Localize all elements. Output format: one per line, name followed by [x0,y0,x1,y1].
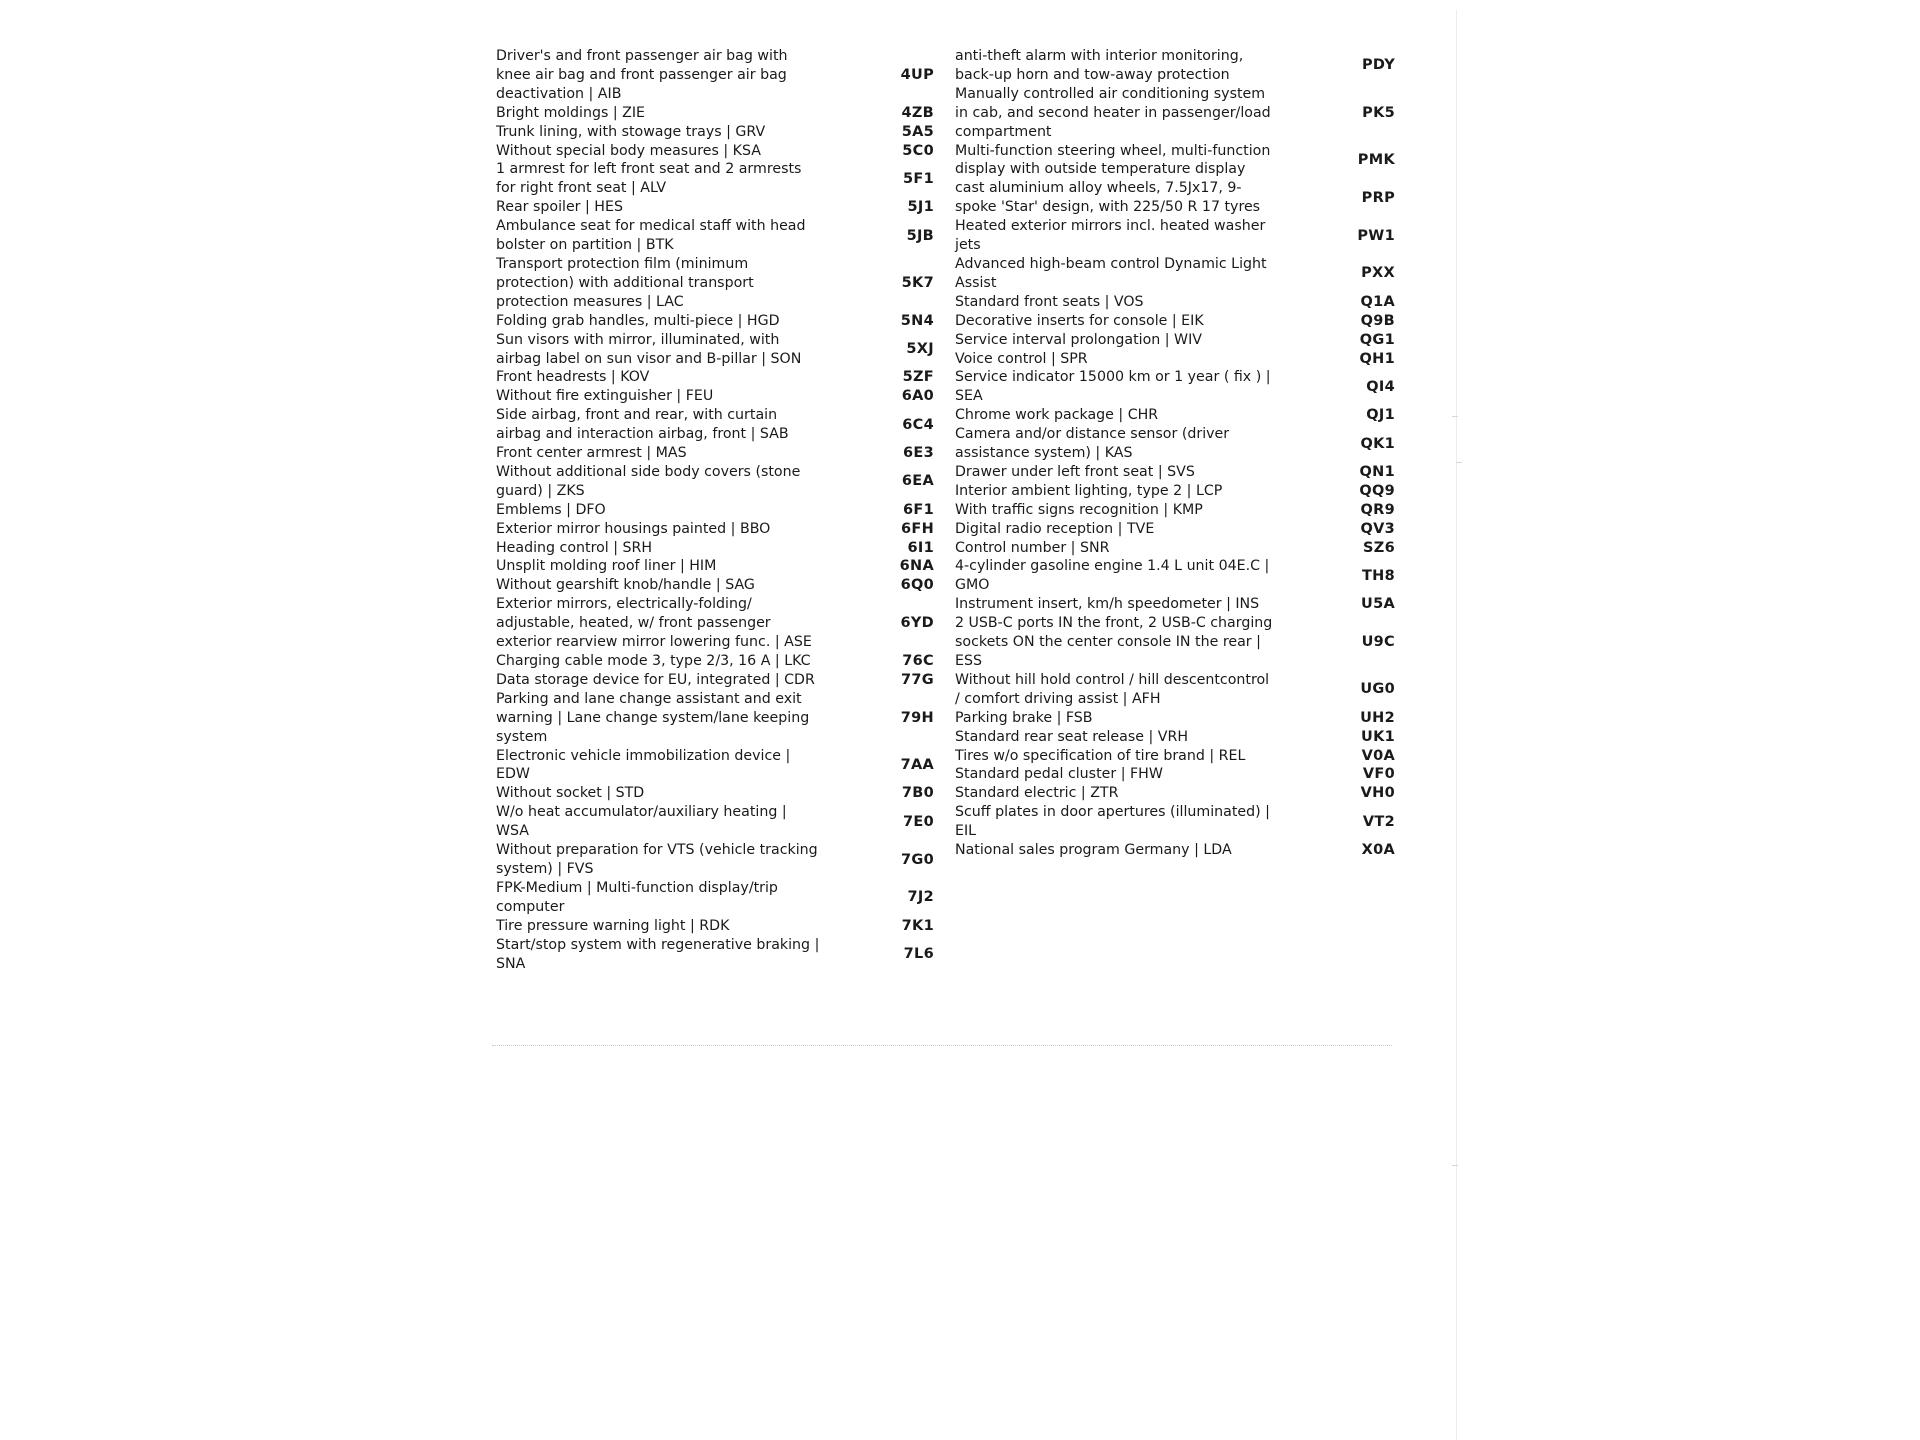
equipment-row [955,85,1395,142]
equipment-description: Multi-function steering wheel, multi-function display with outside temperature display [955,142,1271,178]
equipment-description: Without preparation for VTS (vehicle tracking system) | FVS [496,842,818,877]
equipment-code: 7G0 [901,851,934,868]
equipment-code: 5N4 [900,312,934,329]
equipment-code: 5ZF [902,369,934,386]
equipment-description: Start/stop system with regenerative braking | SNA [496,936,820,972]
equipment-row [955,595,1395,614]
equipment-code: Q9B [1360,312,1395,329]
equipment-code: 7AA [900,756,934,773]
equipment-row [496,747,934,785]
edge-tick [1452,416,1458,417]
equipment-description: Drawer under left front seat | SVS [955,463,1195,480]
equipment-row [955,557,1395,595]
equipment-code: 6NA [899,558,934,575]
equipment-row [496,501,934,520]
equipment-description: Voice control | SPR [955,350,1088,367]
equipment-description: Front headrests | KOV [496,369,650,386]
equipment-description: Ambulance seat for medical staff with head bolster on partition | BTK [496,218,806,254]
equipment-code: 5J1 [907,199,934,216]
equipment-row [955,406,1395,425]
equipment-row [955,142,1395,180]
equipment-row [496,406,934,444]
equipment-row [496,368,934,387]
equipment-row [955,501,1395,520]
equipment-row [955,312,1395,331]
equipment-code: 4ZB [901,104,934,121]
equipment-row [955,728,1395,747]
equipment-description: Charging cable mode 3, type 2/3, 16 A | LKC [496,653,811,669]
equipment-code: U9C [1361,634,1395,651]
edge-tick [1452,1165,1458,1166]
equipment-code: PRP [1361,189,1395,206]
equipment-row [955,482,1395,501]
equipment-code: QN1 [1359,463,1395,480]
equipment-code: 7E0 [903,813,934,830]
equipment-code: 77G [901,671,934,688]
equipment-description: Without additional side body covers (stone guard) | ZKS [496,463,801,499]
equipment-row [496,198,934,217]
equipment-description: Instrument insert, km/h speedometer | INS [955,596,1260,613]
equipment-code: 6YD [900,615,934,632]
equipment-row [955,614,1395,671]
equipment-description: Sun visors with mirror, illuminated, with airbag label on sun visor and B-pillar | SON [496,331,802,367]
equipment-code: SZ6 [1363,539,1395,556]
equipment-code: 7L6 [903,946,934,963]
equipment-description: Data storage device for EU, integrated | CDR [496,671,815,688]
equipment-code: 7J2 [907,889,934,906]
equipment-description: Exterior mirror housings painted | BBO [496,520,771,537]
equipment-list-left [496,47,934,973]
equipment-description: Control number | SNR [955,539,1110,556]
equipment-row [496,671,934,690]
equipment-row [496,160,934,198]
equipment-code: 5F1 [903,170,934,187]
equipment-description: Chrome work package | CHR [955,407,1159,424]
equipment-description: Parking brake | FSB [955,709,1093,726]
equipment-description: Transport protection film (minimum protection) with additional transport protection measures | LAC [496,255,754,310]
equipment-description: Trunk lining, with stowage trays | GRV [496,123,766,140]
equipment-description: cast aluminium alloy wheels, 7.5Jx17, 9-spoke 'Star' design, with 225/50 R 17 tyres [955,180,1261,216]
equipment-row [496,576,934,595]
equipment-code: QI4 [1366,378,1395,395]
equipment-description: Parking and lane change assistant and exit warning | Lane change system/lane keeping system [496,690,810,745]
equipment-row [955,709,1395,728]
equipment-description: Tires w/o specification of tire brand | REL [955,747,1246,764]
equipment-row [955,331,1395,350]
equipment-description: Exterior mirrors, electrically-folding/ adjustable, heated, w/ front passenger exterior rearview mirror lowering func. | ASE [496,596,812,651]
equipment-description: Scuff plates in door apertures (illuminated) | EIL [955,804,1270,840]
equipment-description: Without socket | STD [496,785,645,802]
equipment-code: PDY [1361,57,1395,74]
equipment-description: 1 armrest for left front seat and 2 armrests for right front seat | ALV [496,161,802,197]
equipment-description: Without gearshift knob/handle | SAG [496,577,755,594]
equipment-code: TH8 [1361,567,1395,584]
edge-tick [1456,462,1462,463]
equipment-code: QV3 [1360,520,1395,537]
equipment-row [955,255,1395,293]
equipment-description: Front center armrest | MAS [496,445,687,462]
equipment-row [496,784,934,803]
equipment-code: 6FH [900,520,934,537]
equipment-row [955,539,1395,558]
equipment-description: Heading control | SRH [496,539,653,556]
equipment-description: anti-theft alarm with interior monitoring, back-up horn and tow-away protection [955,48,1244,83]
equipment-description: Tire pressure warning light | RDK [496,917,730,934]
equipment-description: Camera and/or distance sensor (driver assistance system) | KAS [955,426,1230,462]
equipment-row [496,690,934,747]
equipment-row [496,652,934,671]
equipment-description: Service interval prolongation | WIV [955,331,1202,348]
equipment-code: 6C4 [902,416,934,433]
equipment-description: Folding grab handles, multi-piece | HGD [496,312,780,329]
equipment-row [955,841,1395,860]
equipment-code: 76C [902,653,934,669]
equipment-code: 6F1 [903,501,934,518]
equipment-description: Service indicator 15000 km or 1 year ( fix ) | SEA [955,369,1271,405]
equipment-row [496,444,934,463]
equipment-description: National sales program Germany | LDA [955,842,1232,859]
equipment-code: UG0 [1360,681,1395,698]
equipment-code: 5A5 [901,123,934,140]
equipment-row [496,936,934,974]
equipment-description: Without hill hold control / hill descentcontrol / comfort driving assist | AFH [955,671,1270,707]
equipment-description: Side airbag, front and rear, with curtain airbag and interaction airbag, front | SAB [496,407,789,443]
equipment-description: Without fire extinguisher | FEU [496,388,714,405]
equipment-row [496,803,934,841]
equipment-row [955,293,1395,312]
equipment-row [496,387,934,406]
equipment-row [496,539,934,558]
equipment-row [955,425,1395,463]
equipment-code: PW1 [1357,227,1395,244]
equipment-code: QR9 [1360,501,1395,518]
equipment-row [496,841,934,879]
equipment-description: Electronic vehicle immobilization device | EDW [496,747,791,783]
equipment-code: QJ1 [1366,407,1395,424]
equipment-code: UK1 [1361,728,1395,745]
equipment-description: Standard pedal cluster | FHW [955,766,1163,783]
equipment-row [955,350,1395,369]
equipment-code: QQ9 [1359,482,1395,499]
equipment-row [496,47,934,104]
equipment-row [955,520,1395,539]
equipment-description: Advanced high-beam control Dynamic Light Assist [955,255,1267,291]
equipment-row [955,368,1395,406]
equipment-description: With traffic signs recognition | KMP [955,501,1203,518]
equipment-code: V0A [1361,747,1395,764]
equipment-description: Interior ambient lighting, type 2 | LCP [955,482,1223,499]
equipment-row [955,803,1395,841]
equipment-row [496,331,934,369]
equipment-code: 6I1 [907,539,934,556]
equipment-description: Bright moldings | ZIE [496,104,646,121]
equipment-row [955,47,1395,85]
equipment-row [496,104,934,123]
equipment-code: U5A [1361,596,1395,613]
equipment-description: FPK-Medium | Multi-function display/trip computer [496,879,778,915]
equipment-description: W/o heat accumulator/auxiliary heating | WSA [496,804,787,840]
equipment-description: Heated exterior mirrors incl. heated washer jets [955,218,1266,254]
equipment-code: Q1A [1360,293,1395,310]
equipment-code: 79H [900,709,934,726]
equipment-row [955,463,1395,482]
equipment-code: 7B0 [901,785,934,802]
equipment-description: Standard electric | ZTR [955,785,1119,802]
equipment-row [496,312,934,331]
equipment-row [496,123,934,142]
page-edge-line [1456,10,1457,1440]
equipment-row [496,255,934,312]
equipment-code: UH2 [1360,709,1395,726]
equipment-code: 7K1 [901,917,934,934]
equipment-description: Unsplit molding roof liner | HIM [496,558,717,575]
equipment-description: Standard rear seat release | VRH [955,728,1188,745]
equipment-code: VH0 [1360,785,1395,802]
equipment-code: VF0 [1362,766,1395,783]
equipment-row [496,142,934,161]
equipment-code: 5JB [906,227,934,244]
equipment-code: PK5 [1362,104,1395,121]
equipment-description: Digital radio reception | TVE [955,520,1155,537]
equipment-code: X0A [1361,842,1395,859]
equipment-code: QH1 [1359,350,1395,367]
equipment-row [496,520,934,539]
equipment-code: 5C0 [902,142,934,159]
equipment-row [496,879,934,917]
equipment-description: Decorative inserts for console | EIK [955,312,1204,329]
equipment-list-right [955,47,1395,860]
equipment-description: Manually controlled air conditioning system in cab, and second heater in passenger/load compartment [955,85,1271,140]
equipment-description: 2 USB-C ports IN the front, 2 USB-C charging sockets ON the center console IN the rear | ESS [955,615,1273,669]
equipment-row [955,179,1395,217]
equipment-row [955,784,1395,803]
equipment-code: QG1 [1359,331,1395,348]
equipment-row [496,217,934,255]
equipment-code: 6A0 [901,388,934,405]
equipment-code: 6EA [901,473,934,490]
equipment-row [955,747,1395,766]
equipment-row [955,217,1395,255]
equipment-code: 6E3 [903,445,934,462]
equipment-row [496,463,934,501]
equipment-code: 6Q0 [900,577,934,594]
equipment-code: VT2 [1362,813,1395,830]
equipment-description: Rear spoiler | HES [496,199,623,216]
equipment-row [496,595,934,652]
equipment-row [955,671,1395,709]
equipment-code: 5K7 [901,274,934,291]
equipment-description: 4-cylinder gasoline engine 1.4 L unit 04E.C | GMO [955,558,1270,594]
equipment-code: 4UP [900,66,934,83]
equipment-code: QK1 [1360,435,1395,452]
equipment-description: Standard front seats | VOS [955,293,1144,310]
scan-dotted-line [492,1045,1392,1046]
equipment-code: PXX [1361,265,1395,282]
equipment-description: Without special body measures | KSA [496,142,761,159]
equipment-code: PMK [1357,151,1395,168]
equipment-code: 5XJ [906,341,934,358]
equipment-row [496,917,934,936]
equipment-description: Driver's and front passenger air bag with knee air bag and front passenger air bag deactivation | AIB [496,48,788,102]
equipment-row [496,557,934,576]
equipment-row [955,765,1395,784]
equipment-description: Emblems | DFO [496,501,606,518]
